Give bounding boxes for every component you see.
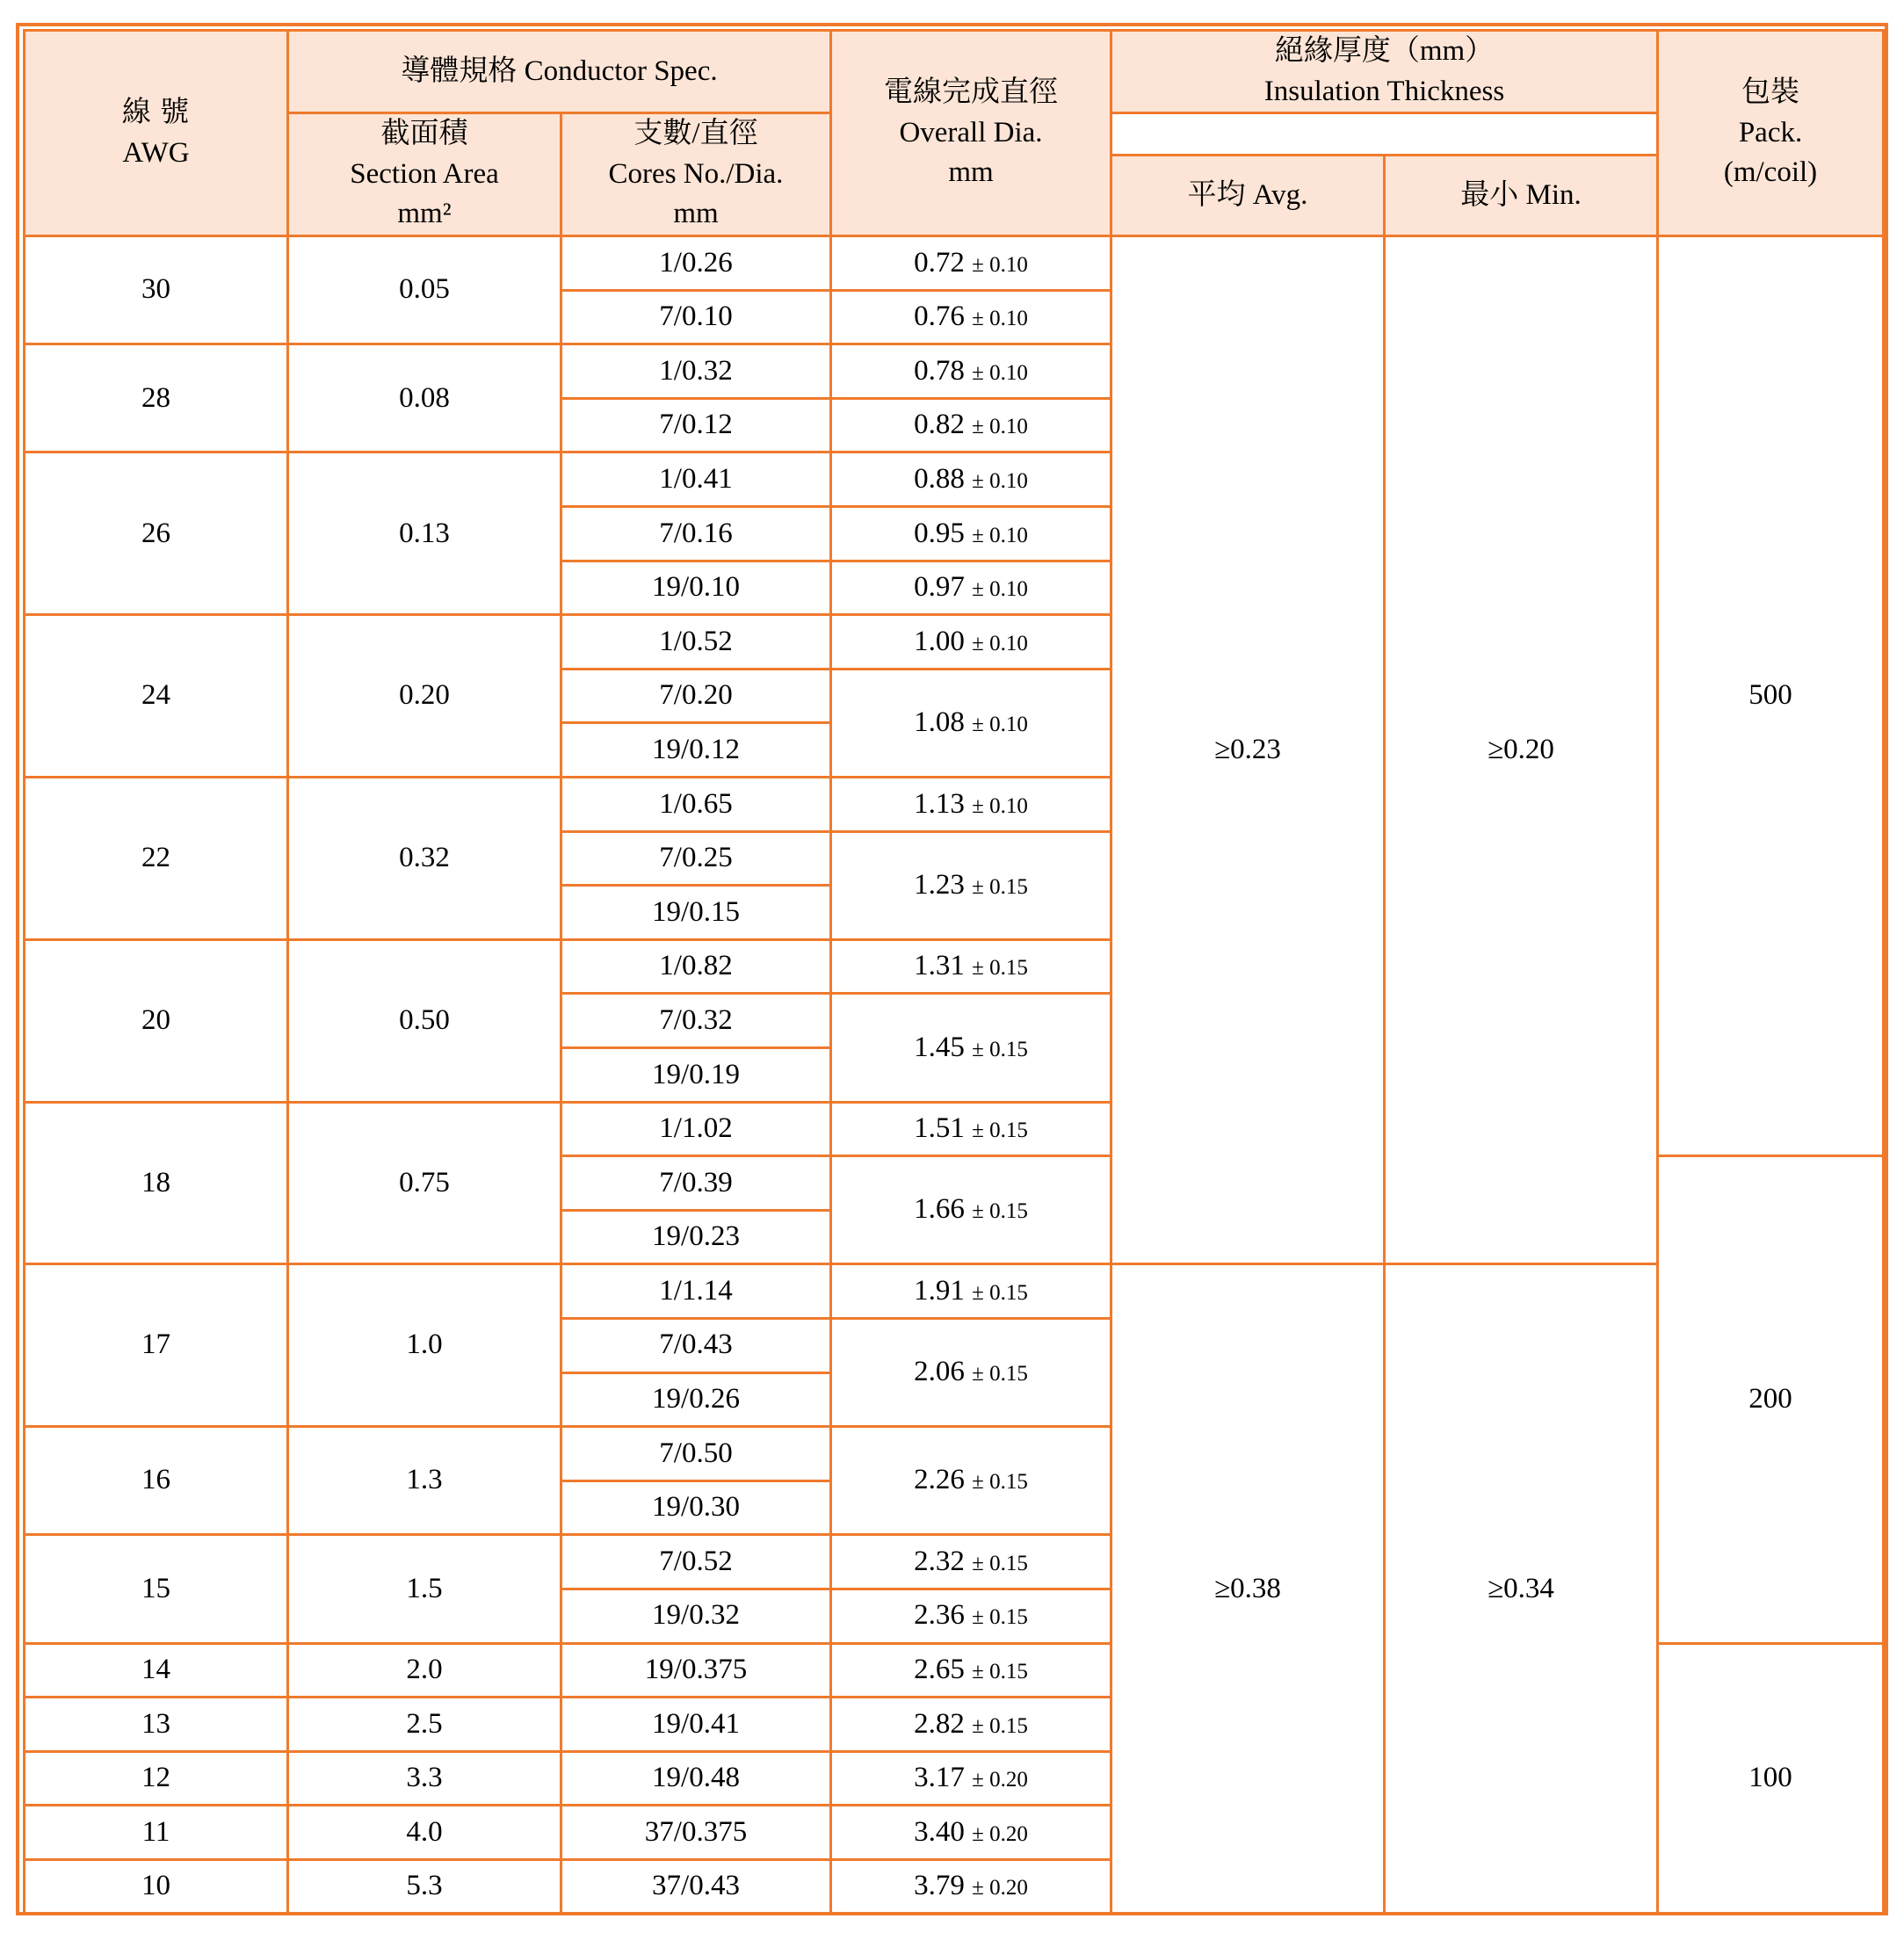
cores-dia-cell: 7/0.12 [561, 398, 831, 452]
overall-dia-cell [831, 615, 1111, 670]
cores-dia-cell: 1/0.41 [561, 452, 831, 507]
cores-dia-cell: 1/1.14 [561, 1264, 831, 1319]
overall-dia-cell [831, 344, 1111, 399]
table-row [25, 1264, 1884, 1319]
cores-dia-cell: 19/0.41 [561, 1698, 831, 1752]
cores-dia-cell: 37/0.375 [561, 1806, 831, 1860]
cores-dia-cell: 19/0.15 [561, 886, 831, 940]
cores-dia-cell: 7/0.10 [561, 290, 831, 344]
pack-cell: 500 [1658, 236, 1884, 1156]
overall-dia-value: 3.17 [914, 1762, 965, 1794]
overall-dia-tolerance: ± 0.15 [972, 956, 1028, 981]
overall-dia-cell [831, 1859, 1111, 1914]
overall-dia-tolerance: ± 0.10 [972, 631, 1028, 655]
awg-cell: 16 [25, 1427, 288, 1535]
awg-cell: 30 [25, 236, 288, 344]
cores-dia-cell: 7/0.32 [561, 994, 831, 1048]
pack-cell: 200 [1658, 1156, 1884, 1643]
section-area-cell: 1.3 [288, 1427, 561, 1535]
awg-cell: 24 [25, 615, 288, 778]
overall-dia-value: 1.23 [914, 868, 965, 901]
awg-cell: 18 [25, 1102, 288, 1264]
awg-cell: 10 [25, 1859, 288, 1914]
cores-dia-cell: 19/0.32 [561, 1589, 831, 1643]
overall-dia-cell [831, 1643, 1111, 1698]
overall-dia-value: 2.36 [914, 1599, 965, 1632]
overall-dia-tolerance: ± 0.15 [972, 1199, 1028, 1224]
header-section-area: 截面積 Section Area mm² [288, 113, 561, 236]
overall-dia-value: 1.91 [914, 1274, 965, 1307]
section-area-cell: 1.5 [288, 1535, 561, 1643]
overall-dia-cell [831, 290, 1111, 344]
overall-dia-value: 0.88 [914, 462, 965, 495]
header-insulation-thickness: 絕緣厚度（mm） Insulation Thickness [1111, 31, 1658, 113]
overall-dia-cell [831, 669, 1111, 777]
insulation-min-cell: ≥0.20 [1385, 236, 1658, 1264]
section-area-cell: 2.0 [288, 1643, 561, 1698]
overall-dia-value: 1.51 [914, 1112, 965, 1145]
overall-dia-tolerance: ± 0.10 [972, 468, 1028, 493]
overall-dia-tolerance: ± 0.10 [972, 713, 1028, 737]
section-area-cell: 0.32 [288, 778, 561, 940]
section-area-cell: 5.3 [288, 1859, 561, 1914]
overall-dia-cell [831, 939, 1111, 994]
overall-dia-value: 3.40 [914, 1815, 965, 1848]
overall-dia-value: 1.08 [914, 706, 965, 739]
overall-dia-value: 1.13 [914, 787, 965, 820]
awg-cell: 26 [25, 452, 288, 615]
overall-dia-tolerance: ± 0.15 [972, 1037, 1028, 1061]
cores-dia-cell: 19/0.26 [561, 1372, 831, 1427]
overall-dia-cell [831, 398, 1111, 452]
overall-dia-tolerance: ± 0.15 [972, 1660, 1028, 1684]
overall-dia-value: 1.31 [914, 950, 965, 982]
awg-cell: 13 [25, 1698, 288, 1752]
awg-cell: 22 [25, 778, 288, 940]
section-area-cell: 0.05 [288, 236, 561, 344]
cores-dia-cell: 19/0.23 [561, 1210, 831, 1264]
pack-cell: 100 [1658, 1643, 1884, 1914]
cores-dia-cell: 1/0.26 [561, 236, 831, 291]
overall-dia-tolerance: ± 0.10 [972, 415, 1028, 439]
header-awg: 線 號 AWG [25, 31, 288, 236]
awg-cell: 15 [25, 1535, 288, 1643]
overall-dia-tolerance: ± 0.15 [972, 1470, 1028, 1495]
overall-dia-tolerance: ± 0.20 [972, 1876, 1028, 1900]
section-area-cell: 0.08 [288, 344, 561, 452]
overall-dia-value: 0.82 [914, 409, 965, 441]
cores-dia-cell: 7/0.16 [561, 507, 831, 561]
overall-dia-value: 2.82 [914, 1707, 965, 1740]
section-area-cell: 0.20 [288, 615, 561, 778]
overall-dia-value: 0.95 [914, 517, 965, 549]
cores-dia-cell: 19/0.12 [561, 723, 831, 778]
awg-cell: 17 [25, 1264, 288, 1427]
overall-dia-value: 0.72 [914, 246, 965, 279]
header-cores-dia: 支數/直徑 Cores No./Dia. mm [561, 113, 831, 236]
cores-dia-cell: 7/0.50 [561, 1427, 831, 1481]
cores-dia-cell: 37/0.43 [561, 1859, 831, 1914]
overall-dia-value: 1.45 [914, 1031, 965, 1063]
overall-dia-cell [831, 1156, 1111, 1264]
cores-dia-cell: 19/0.48 [561, 1751, 831, 1806]
overall-dia-tolerance: ± 0.10 [972, 360, 1028, 385]
overall-dia-value: 2.65 [914, 1654, 965, 1686]
overall-dia-cell [831, 1318, 1111, 1426]
awg-cell: 28 [25, 344, 288, 452]
awg-cell: 12 [25, 1751, 288, 1806]
overall-dia-tolerance: ± 0.10 [972, 307, 1028, 331]
overall-dia-value: 2.32 [914, 1545, 965, 1577]
cores-dia-cell: 19/0.19 [561, 1047, 831, 1102]
overall-dia-cell [831, 1698, 1111, 1752]
cores-dia-cell: 7/0.25 [561, 831, 831, 886]
overall-dia-tolerance: ± 0.15 [972, 1551, 1028, 1575]
header-min: 最小 Min. [1385, 156, 1658, 236]
cores-dia-cell: 1/0.65 [561, 778, 831, 832]
section-area-cell: 2.5 [288, 1698, 561, 1752]
overall-dia-tolerance: ± 0.10 [972, 577, 1028, 602]
overall-dia-cell [831, 1535, 1111, 1589]
insulation-avg-cell: ≥0.23 [1111, 236, 1385, 1264]
overall-dia-tolerance: ± 0.15 [972, 1605, 1028, 1630]
overall-dia-value: 1.66 [914, 1193, 965, 1226]
section-area-cell: 1.0 [288, 1264, 561, 1427]
wire-spec-table [23, 29, 1885, 1915]
overall-dia-cell [831, 507, 1111, 561]
overall-dia-cell [831, 778, 1111, 832]
header-avg: 平均 Avg. [1111, 156, 1385, 236]
overall-dia-tolerance: ± 0.15 [972, 1713, 1028, 1738]
overall-dia-value: 2.26 [914, 1464, 965, 1496]
section-area-cell: 0.13 [288, 452, 561, 615]
cores-dia-cell: 1/0.52 [561, 615, 831, 670]
overall-dia-tolerance: ± 0.10 [972, 523, 1028, 547]
overall-dia-value: 2.06 [914, 1356, 965, 1388]
overall-dia-cell [831, 1427, 1111, 1535]
cores-dia-cell: 1/0.32 [561, 344, 831, 399]
header-overall-dia: 電線完成直徑 Overall Dia. mm [831, 31, 1111, 236]
overall-dia-tolerance: ± 0.10 [972, 252, 1028, 277]
overall-dia-cell [831, 1751, 1111, 1806]
overall-dia-tolerance: ± 0.15 [972, 1119, 1028, 1143]
overall-dia-cell [831, 1102, 1111, 1156]
cores-dia-cell: 1/1.02 [561, 1102, 831, 1156]
cores-dia-cell: 19/0.10 [561, 561, 831, 615]
cores-dia-cell: 7/0.39 [561, 1156, 831, 1211]
awg-cell: 11 [25, 1806, 288, 1860]
section-area-cell: 4.0 [288, 1806, 561, 1860]
insulation-min-cell: ≥0.34 [1385, 1264, 1658, 1914]
overall-dia-tolerance: ± 0.15 [972, 1362, 1028, 1386]
overall-dia-value: 0.97 [914, 571, 965, 604]
table-row [25, 236, 1884, 291]
header-pack: 包裝 Pack. (m/coil) [1658, 31, 1884, 236]
overall-dia-tolerance: ± 0.20 [972, 1821, 1028, 1846]
cores-dia-cell: 19/0.375 [561, 1643, 831, 1698]
overall-dia-cell [831, 236, 1111, 291]
section-area-cell: 0.75 [288, 1102, 561, 1264]
cores-dia-cell: 1/0.82 [561, 939, 831, 994]
overall-dia-value: 3.79 [914, 1870, 965, 1902]
overall-dia-tolerance: ± 0.20 [972, 1768, 1028, 1792]
overall-dia-value: 1.00 [914, 625, 965, 657]
header-conductor-spec: 導體規格 Conductor Spec. [288, 31, 831, 113]
section-area-cell: 0.50 [288, 939, 561, 1102]
overall-dia-cell [831, 561, 1111, 615]
overall-dia-value: 0.76 [914, 300, 965, 333]
cores-dia-cell: 7/0.52 [561, 1535, 831, 1589]
overall-dia-cell [831, 994, 1111, 1102]
cores-dia-cell: 7/0.43 [561, 1318, 831, 1372]
overall-dia-value: 0.78 [914, 354, 965, 387]
overall-dia-tolerance: ± 0.15 [972, 1280, 1028, 1305]
awg-cell: 20 [25, 939, 288, 1102]
overall-dia-cell [831, 1806, 1111, 1860]
cores-dia-cell: 7/0.20 [561, 669, 831, 723]
overall-dia-cell [831, 1264, 1111, 1319]
overall-dia-cell [831, 831, 1111, 939]
overall-dia-cell [831, 1589, 1111, 1643]
overall-dia-tolerance: ± 0.15 [972, 874, 1028, 899]
overall-dia-tolerance: ± 0.10 [972, 793, 1028, 818]
cores-dia-cell: 19/0.30 [561, 1481, 831, 1535]
overall-dia-cell [831, 452, 1111, 507]
section-area-cell: 3.3 [288, 1751, 561, 1806]
awg-cell: 14 [25, 1643, 288, 1698]
insulation-avg-cell: ≥0.38 [1111, 1264, 1385, 1914]
